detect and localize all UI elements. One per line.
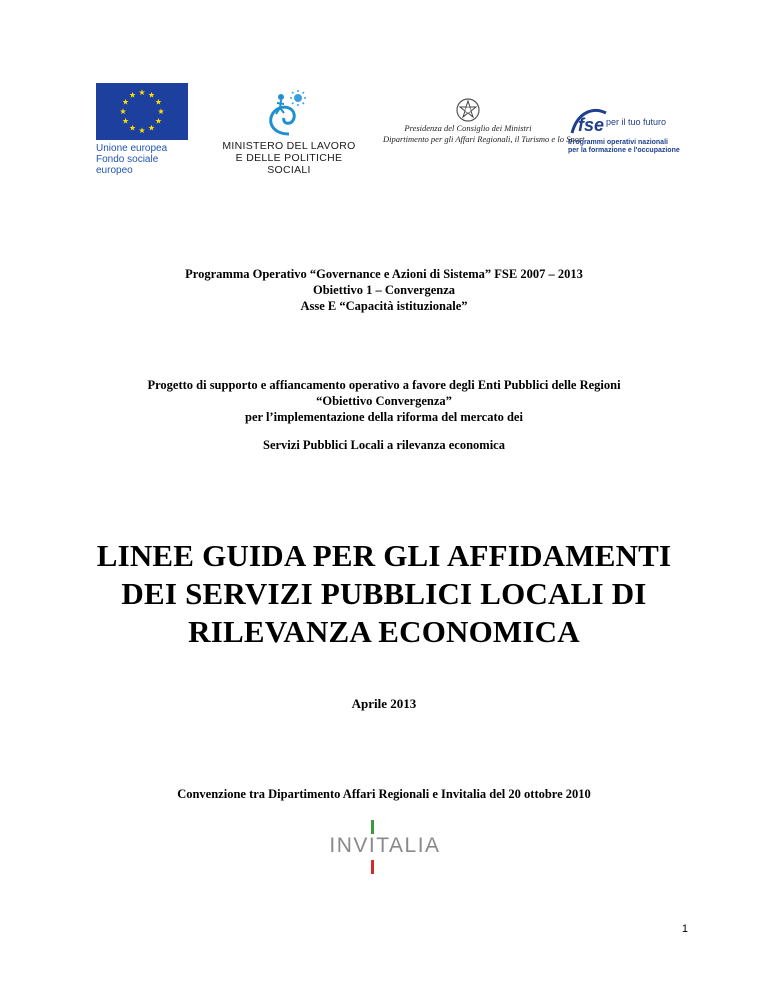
eu-star-icon — [139, 89, 145, 95]
fse-logo — [568, 107, 680, 163]
eu-star-icon — [129, 92, 135, 98]
presidency-line1: Presidenza del Consiglio dei Ministri — [404, 123, 532, 133]
invitalia-red-bar — [371, 860, 374, 874]
project-line2: “Obiettivo Convergenza” — [316, 394, 452, 408]
invitalia-logo — [320, 818, 450, 884]
ministry-emblem-icon — [218, 88, 360, 138]
fse-line2: per la formazione e l'occupazione — [568, 147, 680, 154]
ministry-logo — [218, 88, 360, 176]
eu-star-icon — [129, 125, 135, 131]
convention-text: Convenzione tra Dipartimento Affari Regionali e Invitalia del 20 ottobre 2010 — [177, 787, 591, 801]
eu-logo-line2: Fondo sociale europeo — [96, 154, 159, 176]
ministry-line2: E DELLE POLITICHE SOCIALI — [235, 152, 343, 176]
eu-flag-icon — [96, 83, 188, 140]
document-title — [0, 537, 768, 651]
programme-line2: Obiettivo 1 – Convergenza — [313, 283, 455, 297]
programme-line1: Programma Operativo “Governance e Azioni di Sistema” FSE 2007 – 2013 — [185, 267, 583, 281]
fse-mark-icon — [570, 107, 610, 135]
programme-block — [0, 266, 768, 314]
project-line1: Progetto di supporto e affiancamento operativo a favore degli Enti Pubblici delle Regioni — [147, 378, 621, 392]
project-line3: per l’implementazione della riforma del mercato dei — [245, 410, 523, 424]
page-number: 1 — [681, 923, 688, 935]
presidency-logo — [383, 97, 585, 157]
eu-star-icon — [148, 125, 154, 131]
eu-logo-line1: Unione europea — [96, 143, 168, 154]
title-line3: RILEVANZA ECONOMICA — [188, 614, 580, 649]
fse-brand: fse — [578, 115, 605, 135]
eu-star-icon — [120, 108, 126, 114]
title-line2: DEI SERVIZI PUBBLICI LOCALI DI — [121, 576, 647, 611]
title-line1: LINEE GUIDA PER GLI AFFIDAMENTI — [96, 538, 672, 573]
programme-line3: Asse E “Capacità istituzionale” — [300, 299, 468, 313]
italian-emblem-icon — [383, 97, 553, 123]
presidency-line2: Dipartimento per gli Affari Regionali, il Turismo e lo Sport — [383, 134, 585, 144]
fse-line1: Programmi operativi nazionali — [568, 139, 668, 146]
project-block — [0, 377, 768, 453]
eu-star-icon — [123, 118, 129, 124]
eu-star-icon — [148, 92, 154, 98]
eu-star-icon — [158, 108, 164, 114]
eu-star-icon — [155, 99, 161, 105]
project-line4: Servizi Pubblici Locali a rilevanza economica — [263, 438, 505, 452]
document-date: Aprile 2013 — [351, 696, 417, 711]
eu-logo — [96, 83, 188, 176]
ministry-line1: MINISTERO DEL LAVORO — [222, 140, 356, 152]
eu-star-icon — [123, 99, 129, 105]
invitalia-wordmark: INVITALIA — [329, 834, 441, 857]
eu-star-icon — [155, 118, 161, 124]
fse-tagline: per il tuo futuro — [606, 117, 667, 127]
invitalia-green-bar — [371, 820, 374, 834]
eu-star-icon — [139, 127, 145, 133]
